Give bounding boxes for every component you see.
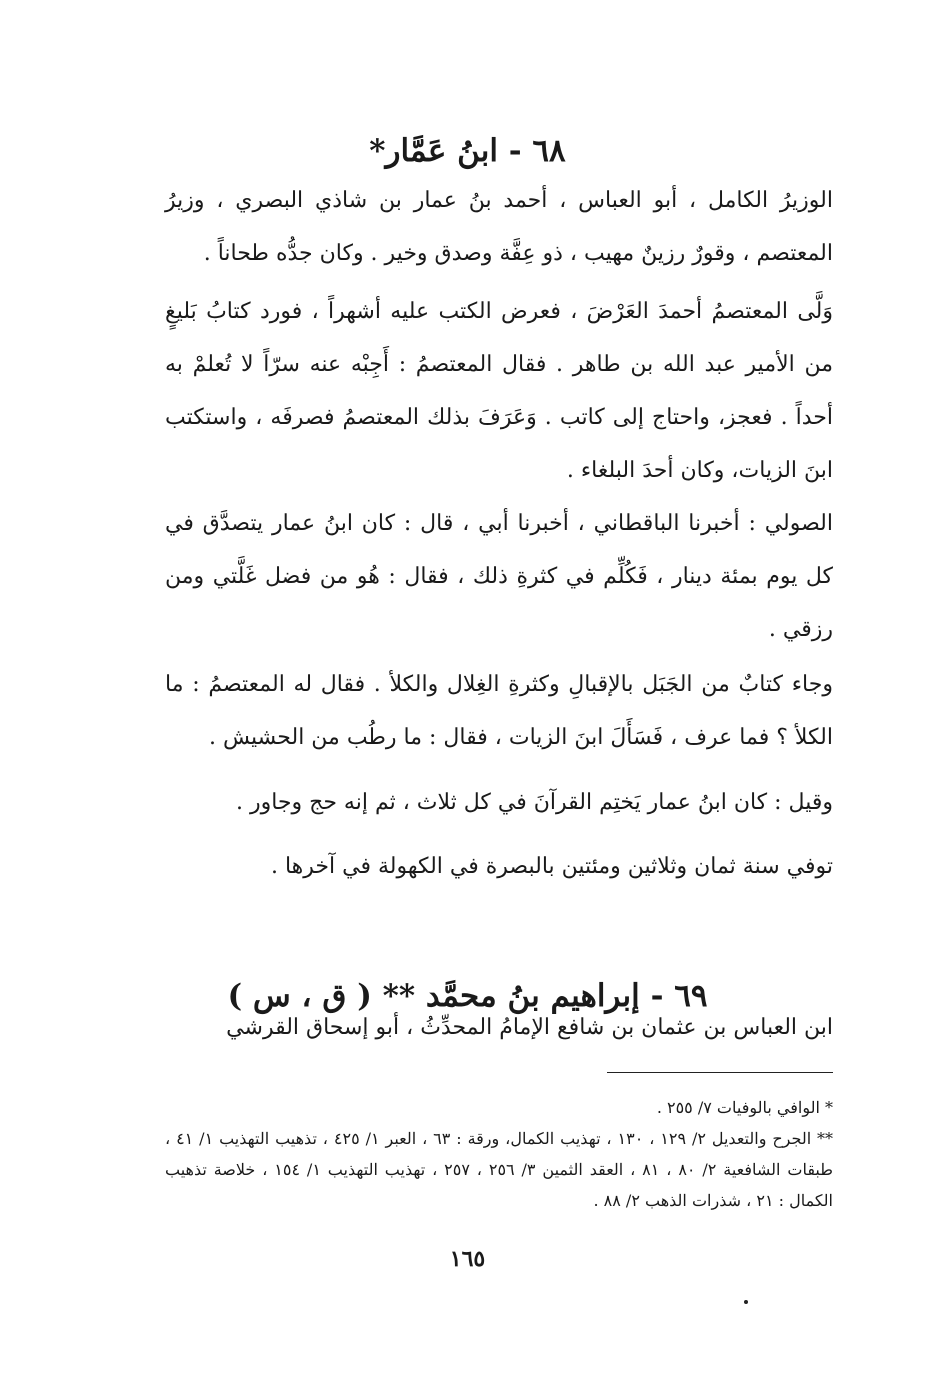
ink-speck — [744, 1300, 748, 1304]
entry-68-paragraph-4: وجاء كتابٌ من الجَبَل بالإقبالِ وكثرةِ الغِلال والكلأ . فقال له المعتصمُ : ما الكلأ ؟ فما عرف ، فَسَأَلَ ابنَ الزيات ، فقال : ما رطُب من الحشيش . — [165, 672, 833, 750]
entry-68-paragraph-5: وقيل : كان ابنُ عمار يَختِم القرآنَ في كل ثلاث ، ثم إنه حج وجاور . — [235, 790, 833, 815]
entry-69-heading: ٦٩ - إبراهيم بنُ محمَّد ** ( ق ، س ) — [227, 977, 708, 1014]
page-number: ١٦٥ — [449, 1246, 486, 1272]
entry-69-paragraph-1: ابن العباس بن عثمان بن شافع الإمامُ المحدِّثُ ، أبو إسحاق القرشي — [226, 1015, 833, 1040]
entry-68-paragraph-2: وَلَّى المعتصمُ أحمدَ العَرْضَ ، فعرض الكتب عليه أشهراً ، فورد كتابُ بَليغٍ من الأمير عبد الله بن طاهر . فقال المعتصمُ : أَجِبْه عنه سرّاً لا تُعلمْ به أحداً . فعجز، واحتاج إلى كاتب . وَعَرَفَ بذلك المعتصمُ فصرفَه ، واستكتب ابنَ الزيات، وكان أحدَ البلغاء . — [165, 299, 833, 483]
entry-68-paragraph-6: توفي سنة ثمان وثلاثين ومئتين بالبصرة في الكهولة في آخرها . — [270, 854, 833, 879]
footnote-divider — [607, 1072, 833, 1073]
footnote-2: ** الجرح والتعديل ٢/ ١٢٩ ، ١٣٠ ، تهذيب الكمال، ورقة : ٦٣ ، العبر ١/ ٤٢٥ ، تذهيب التهذيب ١/ ٤١ ، طبقات الشافعية ٢/ ٨٠ ، ٨١ ، العقد الثمين ٣/ ٢٥٦ ، ٢٥٧ ، تهذيب التهذيب ١/ ١٥٤ ، خلاصة تذهيب الكمال : ٢١ ، شذرات الذهب ٢/ ٨٨ . — [165, 1129, 834, 1210]
footnotes — [165, 1092, 833, 1216]
entry-68-heading: ٦٨ - ابنُ عَمَّار* — [369, 132, 566, 169]
entry-68-paragraph-3: الصولي : أخبرنا الباقطاني ، أخبرنا أبي ، قال : كان ابنُ عمار يتصدَّق في كل يوم بمئة دينار ، فَكُلِّم في كثرةِ ذلك ، فقال : هُو من فضل غَلَّتي ومن رزقي . — [165, 511, 833, 642]
entry-68-paragraph-1: الوزيرُ الكامل ، أبو العباس ، أحمد بنُ عمار بن شاذي البصري ، وزيرُ المعتصم ، وقورٌ رزينٌ مهيب ، ذو عِفَّة وصدق وخير . وكان جدُّه طحاناً . — [165, 188, 833, 266]
footnote-1: * الوافي بالوفيات ٧/ ٢٥٥ . — [656, 1098, 833, 1117]
